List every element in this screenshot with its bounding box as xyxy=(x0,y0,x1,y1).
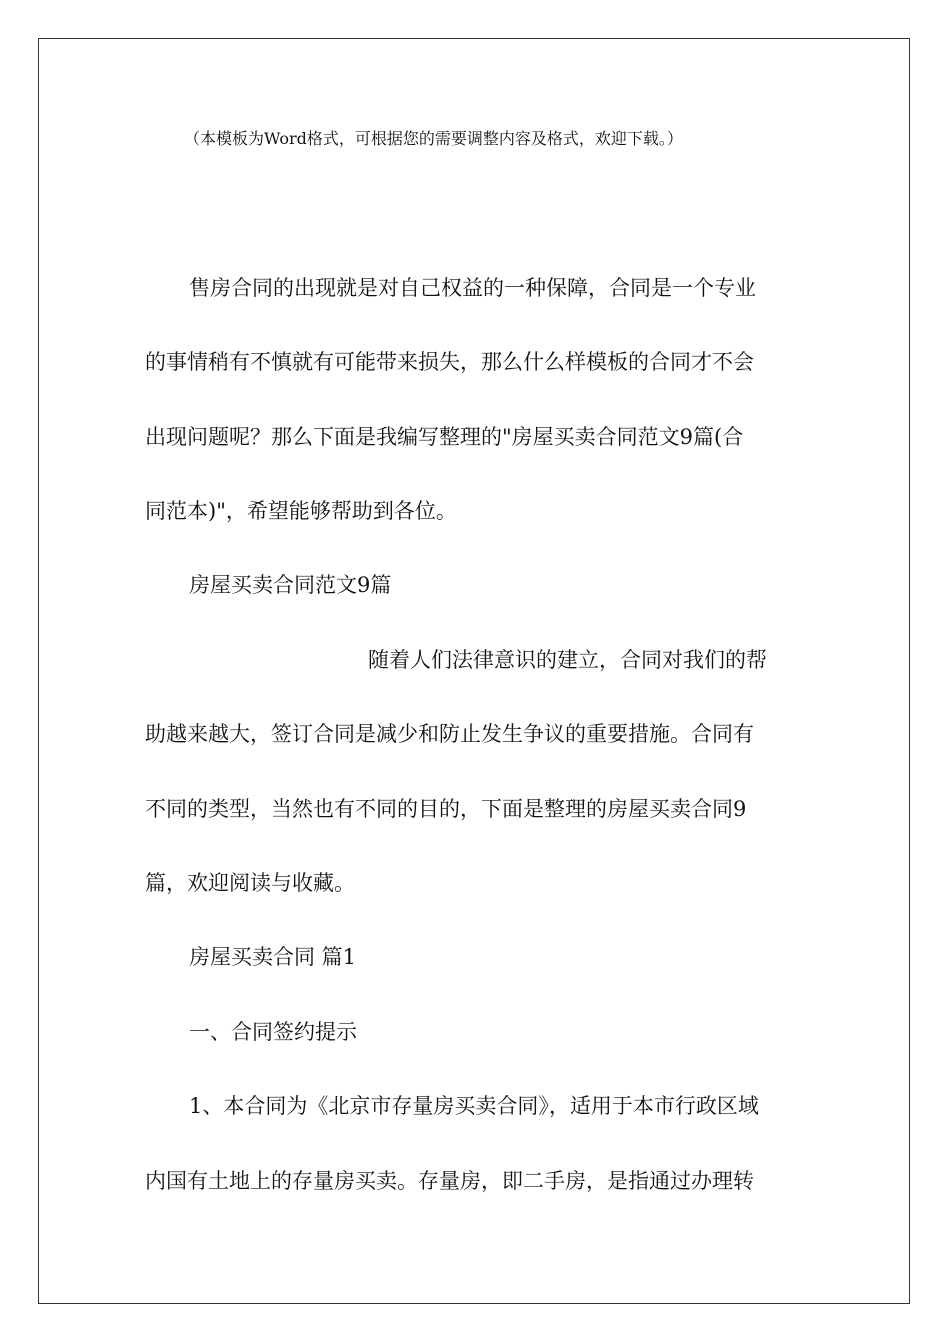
clause-line-2: 内国有土地上的存量房买卖。存量房，即二手房，是指通过办理转 xyxy=(145,1169,754,1193)
body-line-4: 篇，欢迎阅读与收藏。 xyxy=(145,871,355,895)
section-title: 房屋买卖合同 篇1 xyxy=(189,945,357,969)
body-line-2: 助越来越大，签订合同是减少和防止发生争议的重要措施。合同有 xyxy=(145,722,754,746)
clause-line-1: 1、本合同为《北京市存量房买卖合同》，适用于本市行政区域 xyxy=(189,1094,759,1118)
intro-line-3: 出现问题呢？那么下面是我编写整理的"房屋买卖合同范文9篇(合 xyxy=(145,425,744,449)
body-line-3: 不同的类型，当然也有不同的目的，下面是整理的房屋买卖合同9 xyxy=(145,797,747,821)
subsection-title: 一、合同签约提示 xyxy=(189,1020,357,1044)
document-heading: 房屋买卖合同范文9篇 xyxy=(189,573,392,597)
intro-line-1: 售房合同的出现就是对自己权益的一种保障，合同是一个专业 xyxy=(189,276,756,300)
body-line-1: 随着人们法律意识的建立，合同对我们的帮 xyxy=(368,648,767,672)
intro-line-4: 同范本)"，希望能够帮助到各位。 xyxy=(145,499,457,523)
intro-line-2: 的事情稍有不慎就有可能带来损失，那么什么样模板的合同才不会 xyxy=(145,350,754,374)
template-note: （本模板为Word格式，可根据您的需要调整内容及格式，欢迎下载。） xyxy=(184,129,683,148)
